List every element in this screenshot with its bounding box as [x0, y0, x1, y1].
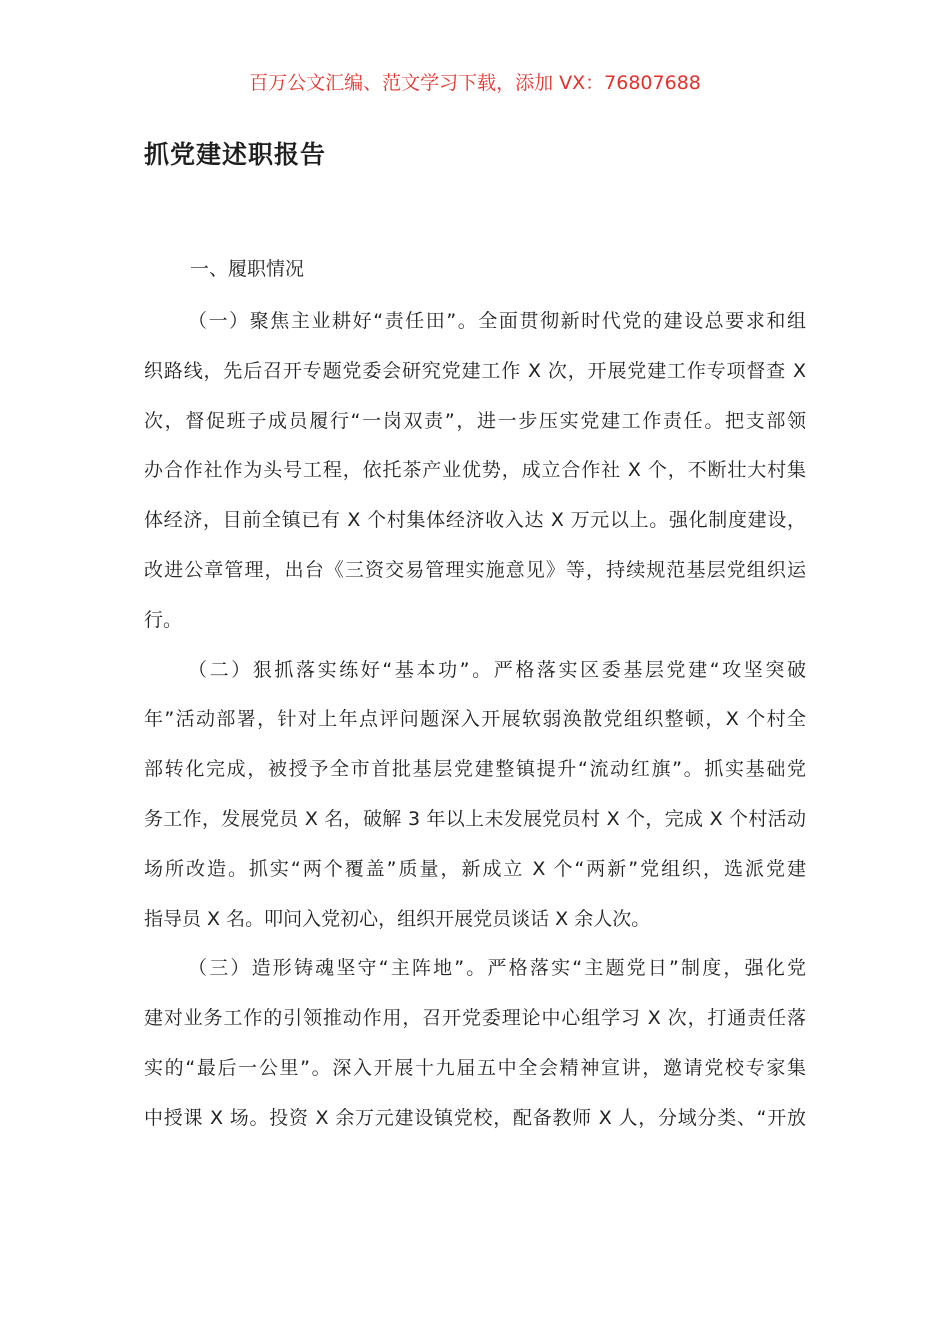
paragraph-line: 务工作，发展党员 X 名，破解 3 年以上未发展党员村 X 个，完成 X 个村活动	[144, 807, 806, 830]
paragraph-line: 年”活动部署，针对上年点评问题深入开展软弱涣散党组织整顿，X 个村全	[144, 708, 806, 731]
paragraph-line: （一）聚焦主业耕好“责任田”。全面贯彻新时代党的建设总要求和组	[188, 310, 806, 332]
paragraph	[144, 308, 806, 657]
paragraph-line: 中授课 X 场。投资 X 余万元建设镇党校，配备教师 X 人，分域分类、“开放	[144, 1106, 806, 1129]
paragraph-line: 改进公章管理，出台《三资交易管理实施意见》等，持续规范基层党组织运	[144, 558, 806, 581]
paragraph-line: 办合作社作为头号工程，依托茶产业优势，成立合作社 X 个，不断壮大村集	[144, 459, 806, 482]
paragraph-line: 行。	[144, 608, 183, 631]
paragraph-line: 场所改造。抓实“两个覆盖”质量，新成立 X 个“两新”党组织，选派党建	[144, 857, 806, 880]
paragraph-line: 次，督促班子成员履行“一岗双责”，进一步压实党建工作责任。把支部领	[144, 409, 806, 432]
paragraph	[144, 955, 806, 1154]
document-title: 抓党建述职报告	[144, 140, 327, 169]
paragraph-line: 指导员 X 名。叩问入党初心，组织开展党员谈话 X 余人次。	[144, 907, 651, 930]
paragraph-line: 建对业务工作的引领推动作用，召开党委理论中心组学习 X 次，打通责任落	[144, 1007, 806, 1030]
section-heading: 一、履职情况	[190, 258, 305, 280]
document-body	[144, 308, 806, 1155]
paragraph-line: 体经济，目前全镇已有 X 个村集体经济收入达 X 万元以上。强化制度建设，	[144, 509, 806, 532]
paragraph	[144, 657, 806, 956]
paragraph-line: 织路线，先后召开专题党委会研究党建工作 X 次，开展党建工作专项督查 X	[144, 359, 806, 382]
watermark-banner: 百万公文汇编、范文学习下载，添加 VX：76807688	[249, 72, 701, 94]
paragraph-line: 实的“最后一公里”。深入开展十九届五中全会精神宣讲，邀请党校专家集	[144, 1056, 806, 1079]
paragraph-line: 部转化完成，被授予全市首批基层党建整镇提升“流动红旗”。抓实基础党	[144, 758, 806, 781]
paragraph-line: （三）造形铸魂坚守“主阵地”。严格落实“主题党日”制度，强化党	[188, 957, 806, 980]
paragraph-line: （二）狠抓落实练好“基本功”。严格落实区委基层党建“攻坚突破	[188, 658, 806, 681]
